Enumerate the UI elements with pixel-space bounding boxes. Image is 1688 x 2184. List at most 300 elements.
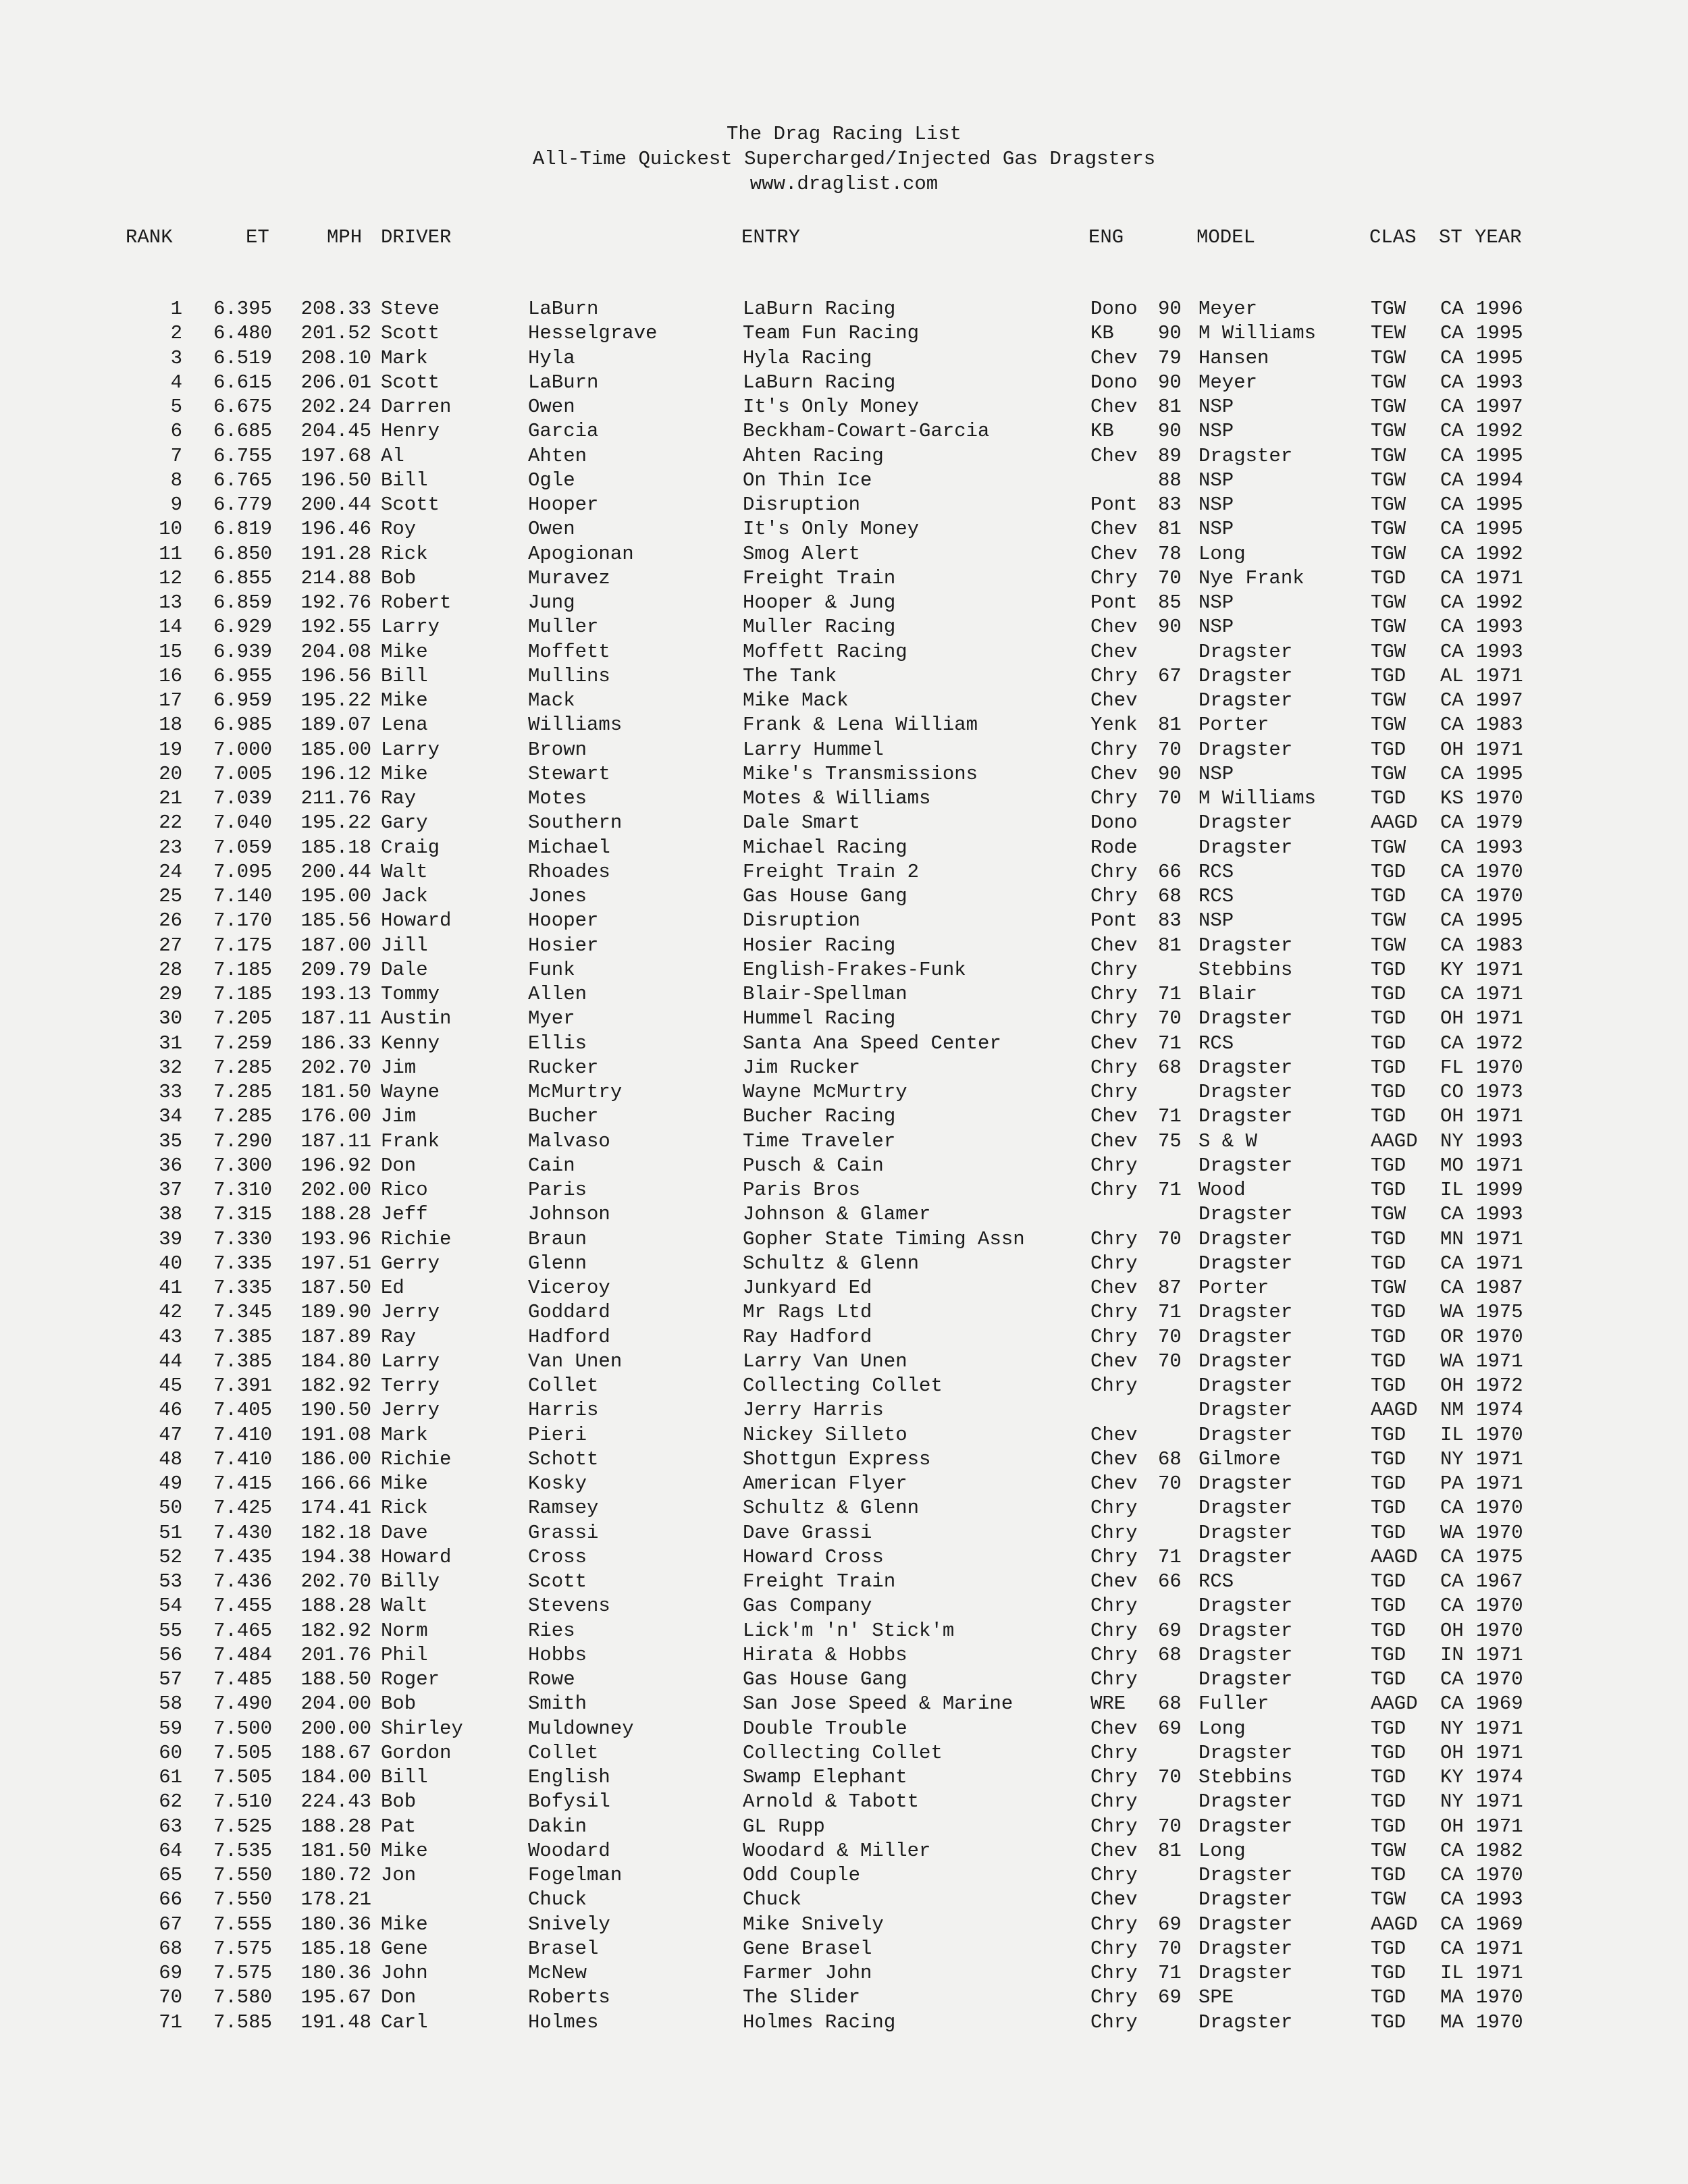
rank-cell: 19 — [159, 738, 182, 761]
model-cell: Dragster — [1198, 1815, 1293, 1838]
year-cell: 1987 — [1476, 1277, 1523, 1299]
rank-cell: 25 — [159, 885, 182, 907]
rank-cell: 10 — [159, 518, 182, 541]
et-cell: 6.480 — [213, 322, 272, 345]
driver-first-name: Bill — [381, 1766, 428, 1788]
entry-cell: Team Fun Racing — [743, 322, 920, 345]
rank-cell: 9 — [170, 494, 182, 516]
engine-cell: Chry — [1090, 885, 1138, 907]
table-row — [0, 1570, 1688, 1594]
driver-last-name: Grassi — [528, 1521, 599, 1544]
state-cell: CA — [1440, 469, 1464, 491]
model-cell: Dragster — [1198, 1913, 1293, 1936]
engine-cell: Chry — [1090, 1154, 1138, 1177]
entry-cell: Schultz & Glenn — [743, 1252, 920, 1275]
year-cell: 1992 — [1476, 420, 1523, 443]
mph-cell: 178.21 — [300, 1888, 371, 1911]
rank-cell: 49 — [159, 1472, 182, 1495]
engine-cell: Chev — [1090, 1105, 1138, 1128]
class-cell: TGW — [1371, 444, 1406, 467]
year-cell: 1993 — [1476, 1203, 1523, 1226]
et-cell: 7.555 — [213, 1913, 272, 1936]
mph-cell: 182.92 — [300, 1619, 371, 1642]
state-cell: IL — [1440, 1423, 1464, 1446]
class-cell: TGW — [1371, 640, 1406, 663]
year-cell: 1970 — [1476, 860, 1523, 883]
entry-cell: Nickey Silleto — [743, 1423, 907, 1446]
rank-cell: 52 — [159, 1545, 182, 1568]
model-cell: Dragster — [1198, 1497, 1293, 1520]
driver-first-name: Howard — [381, 1545, 452, 1568]
chassis-year-cell: 68 — [1158, 1693, 1182, 1715]
model-cell: Hansen — [1198, 346, 1269, 369]
rank-cell: 2 — [170, 322, 182, 345]
year-cell: 1971 — [1476, 566, 1523, 589]
mph-cell: 180.72 — [300, 1864, 371, 1886]
entry-cell: Hyla Racing — [743, 346, 872, 369]
et-cell: 6.850 — [213, 542, 272, 565]
driver-last-name: Smith — [528, 1693, 587, 1715]
year-cell: 1993 — [1476, 640, 1523, 663]
driver-last-name: Harris — [528, 1399, 599, 1422]
mph-cell: 202.70 — [300, 1056, 371, 1079]
chassis-year-cell: 90 — [1158, 762, 1182, 785]
model-cell: NSP — [1198, 909, 1234, 932]
rank-cell: 7 — [170, 444, 182, 467]
et-cell: 7.345 — [213, 1301, 272, 1324]
chassis-year-cell: 68 — [1158, 1643, 1182, 1666]
model-cell: Dragster — [1198, 1007, 1293, 1030]
year-cell: 1974 — [1476, 1399, 1523, 1422]
driver-last-name: English — [528, 1766, 610, 1788]
engine-cell: Chry — [1090, 1056, 1138, 1079]
header-driver: DRIVER — [381, 226, 452, 248]
engine-cell: Chev — [1090, 1277, 1138, 1299]
et-cell: 7.330 — [213, 1227, 272, 1250]
driver-first-name: Gerry — [381, 1252, 440, 1275]
rank-cell: 69 — [159, 1962, 182, 1984]
table-row — [0, 1300, 1688, 1325]
state-cell: OH — [1440, 1375, 1464, 1397]
year-cell: 1983 — [1476, 934, 1523, 957]
class-cell: TGD — [1371, 1375, 1406, 1397]
table-row — [0, 909, 1688, 933]
engine-cell: Dono — [1090, 298, 1138, 320]
mph-cell: 188.50 — [300, 1668, 371, 1690]
mph-cell: 188.28 — [300, 1815, 371, 1838]
rank-cell: 58 — [159, 1693, 182, 1715]
entry-cell: Frank & Lena William — [743, 714, 978, 737]
rank-cell: 29 — [159, 983, 182, 1005]
mph-cell: 196.92 — [300, 1154, 371, 1177]
chassis-year-cell: 70 — [1158, 566, 1182, 589]
entry-cell: Mr Rags Ltd — [743, 1301, 872, 1324]
engine-cell: Chry — [1090, 738, 1138, 761]
et-cell: 7.405 — [213, 1399, 272, 1422]
rank-cell: 39 — [159, 1227, 182, 1250]
rank-cell: 21 — [159, 787, 182, 809]
chassis-year-cell: 70 — [1158, 1350, 1182, 1373]
year-cell: 1970 — [1476, 1423, 1523, 1446]
engine-cell: Chev — [1090, 518, 1138, 541]
model-cell: Dragster — [1198, 2010, 1293, 2033]
driver-last-name: Goddard — [528, 1301, 610, 1324]
engine-cell: WRE — [1090, 1693, 1126, 1715]
year-cell: 1970 — [1476, 1864, 1523, 1886]
entry-cell: Disruption — [743, 909, 861, 932]
chassis-year-cell: 67 — [1158, 664, 1182, 687]
driver-first-name: Jon — [381, 1864, 417, 1886]
state-cell: CA — [1440, 1693, 1464, 1715]
et-cell: 7.430 — [213, 1521, 272, 1544]
et-cell: 7.185 — [213, 983, 272, 1005]
model-cell: Dragster — [1198, 1741, 1293, 1764]
class-cell: TGD — [1371, 2010, 1406, 2033]
mph-cell: 193.96 — [300, 1227, 371, 1250]
header-eng: ENG — [1088, 226, 1124, 248]
model-cell: NSP — [1198, 616, 1234, 639]
table-row — [0, 1937, 1688, 1961]
state-cell: NM — [1440, 1399, 1464, 1422]
year-cell: 1970 — [1476, 1619, 1523, 1642]
table-row — [0, 640, 1688, 664]
class-cell: TGD — [1371, 983, 1406, 1005]
et-cell: 7.525 — [213, 1815, 272, 1838]
engine-cell: Chry — [1090, 860, 1138, 883]
driver-first-name: Mike — [381, 1472, 428, 1495]
chassis-year-cell: 70 — [1158, 787, 1182, 809]
table-row — [0, 1839, 1688, 1863]
table-row — [0, 738, 1688, 762]
engine-cell: Chev — [1090, 1447, 1138, 1470]
mph-cell: 196.50 — [300, 469, 371, 491]
table-row — [0, 1007, 1688, 1031]
model-cell: Dragster — [1198, 1864, 1293, 1886]
class-cell: TGD — [1371, 885, 1406, 907]
driver-first-name: Mike — [381, 1913, 428, 1936]
year-cell: 1971 — [1476, 1447, 1523, 1470]
driver-first-name: Don — [381, 1986, 417, 2009]
mph-cell: 200.00 — [300, 1717, 371, 1740]
table-row — [0, 1863, 1688, 1888]
engine-cell: Chry — [1090, 1815, 1138, 1838]
chassis-year-cell: 81 — [1158, 934, 1182, 957]
driver-last-name: Hyla — [528, 346, 575, 369]
class-cell: TGD — [1371, 566, 1406, 589]
class-cell: TGD — [1371, 1325, 1406, 1348]
driver-last-name: Rhoades — [528, 860, 610, 883]
table-row — [0, 1472, 1688, 1496]
table-row — [0, 1104, 1688, 1129]
driver-first-name: Bill — [381, 664, 428, 687]
chassis-year-cell: 90 — [1158, 371, 1182, 394]
year-cell: 1971 — [1476, 958, 1523, 981]
model-cell: NSP — [1198, 494, 1234, 516]
class-cell: AAGD — [1371, 1545, 1418, 1568]
et-cell: 6.685 — [213, 420, 272, 443]
engine-cell: Chry — [1090, 1252, 1138, 1275]
year-cell: 1967 — [1476, 1570, 1523, 1593]
chassis-year-cell: 69 — [1158, 1619, 1182, 1642]
table-row — [0, 1374, 1688, 1398]
rank-cell: 12 — [159, 566, 182, 589]
state-cell: CA — [1440, 371, 1464, 394]
et-cell: 6.395 — [213, 298, 272, 320]
et-cell: 6.755 — [213, 444, 272, 467]
year-cell: 1971 — [1476, 738, 1523, 761]
et-cell: 7.205 — [213, 1007, 272, 1030]
year-cell: 1970 — [1476, 1521, 1523, 1544]
driver-first-name: Bill — [381, 469, 428, 491]
driver-first-name: Billy — [381, 1570, 440, 1593]
rank-cell: 30 — [159, 1007, 182, 1030]
rank-cell: 45 — [159, 1375, 182, 1397]
engine-cell: Chry — [1090, 1913, 1138, 1936]
chassis-year-cell: 89 — [1158, 444, 1182, 467]
rank-cell: 14 — [159, 616, 182, 639]
state-cell: CA — [1440, 885, 1464, 907]
engine-cell: Chry — [1090, 566, 1138, 589]
driver-first-name: Jim — [381, 1056, 417, 1079]
rank-cell: 62 — [159, 1790, 182, 1813]
model-cell: Fuller — [1198, 1693, 1269, 1715]
engine-cell: Chev — [1090, 1717, 1138, 1740]
year-cell: 1992 — [1476, 591, 1523, 614]
state-cell: CA — [1440, 396, 1464, 418]
class-cell: TGD — [1371, 1595, 1406, 1618]
et-cell: 7.575 — [213, 1937, 272, 1960]
model-cell: Dragster — [1198, 664, 1293, 687]
state-cell: CA — [1440, 689, 1464, 712]
et-cell: 7.410 — [213, 1447, 272, 1470]
mph-cell: 195.22 — [300, 689, 371, 712]
driver-first-name: Dave — [381, 1521, 428, 1544]
engine-cell: Chry — [1090, 2010, 1138, 2033]
chassis-year-cell: 69 — [1158, 1986, 1182, 2009]
driver-last-name: Braun — [528, 1227, 587, 1250]
header-mph: MPH — [327, 226, 363, 248]
driver-last-name: Brown — [528, 738, 587, 761]
driver-last-name: Chuck — [528, 1888, 587, 1911]
year-cell: 1993 — [1476, 1888, 1523, 1911]
year-cell: 1969 — [1476, 1693, 1523, 1715]
model-cell: Gilmore — [1198, 1447, 1281, 1470]
mph-cell: 208.33 — [300, 298, 371, 320]
table-row — [0, 1888, 1688, 1912]
state-cell: NY — [1440, 1447, 1464, 1470]
state-cell: CA — [1440, 494, 1464, 516]
entry-cell: Collecting Collet — [743, 1741, 943, 1764]
model-cell: Dragster — [1198, 1643, 1293, 1666]
class-cell: TGW — [1371, 836, 1406, 859]
driver-first-name: Scott — [381, 371, 440, 394]
driver-last-name: Cain — [528, 1154, 575, 1177]
table-row — [0, 321, 1688, 346]
mph-cell: 214.88 — [300, 566, 371, 589]
driver-first-name: Scott — [381, 494, 440, 516]
entry-cell: Schultz & Glenn — [743, 1497, 920, 1520]
state-cell: NY — [1440, 1129, 1464, 1152]
driver-last-name: Pieri — [528, 1423, 587, 1446]
driver-last-name: LaBurn — [528, 371, 599, 394]
model-cell: Long — [1198, 1839, 1246, 1862]
table-row — [0, 664, 1688, 689]
state-cell: CA — [1440, 909, 1464, 932]
engine-cell: Chev — [1090, 640, 1138, 663]
class-cell: TGD — [1371, 1668, 1406, 1690]
engine-cell: Chev — [1090, 1888, 1138, 1911]
driver-first-name: Jim — [381, 1105, 417, 1128]
year-cell: 1970 — [1476, 1595, 1523, 1618]
mph-cell: 182.18 — [300, 1521, 371, 1544]
driver-last-name: Collet — [528, 1375, 599, 1397]
et-cell: 7.285 — [213, 1105, 272, 1128]
class-cell: TGW — [1371, 909, 1406, 932]
rank-cell: 61 — [159, 1766, 182, 1788]
et-cell: 7.436 — [213, 1570, 272, 1593]
entry-cell: Hosier Racing — [743, 934, 896, 957]
year-cell: 1970 — [1476, 787, 1523, 809]
driver-first-name: Mike — [381, 762, 428, 785]
year-cell: 1971 — [1476, 1937, 1523, 1960]
driver-first-name: Richie — [381, 1227, 452, 1250]
class-cell: TGW — [1371, 396, 1406, 418]
et-cell: 6.929 — [213, 616, 272, 639]
chassis-year-cell: 70 — [1158, 1007, 1182, 1030]
model-cell: Dragster — [1198, 1790, 1293, 1813]
et-cell: 7.300 — [213, 1154, 272, 1177]
engine-cell: KB — [1090, 420, 1114, 443]
rank-cell: 17 — [159, 689, 182, 712]
driver-last-name: Johnson — [528, 1203, 610, 1226]
year-cell: 1999 — [1476, 1179, 1523, 1201]
table-row — [0, 371, 1688, 395]
chassis-year-cell: 70 — [1158, 1937, 1182, 1960]
entry-cell: Howard Cross — [743, 1545, 884, 1568]
et-cell: 6.985 — [213, 714, 272, 737]
driver-first-name: Gene — [381, 1937, 428, 1960]
driver-last-name: Stewart — [528, 762, 610, 785]
rank-cell: 18 — [159, 714, 182, 737]
table-row — [0, 1741, 1688, 1765]
et-cell: 7.505 — [213, 1766, 272, 1788]
mph-cell: 211.76 — [300, 787, 371, 809]
table-row — [0, 1913, 1688, 1937]
entry-cell: Dave Grassi — [743, 1521, 872, 1544]
year-cell: 1969 — [1476, 1913, 1523, 1936]
rank-cell: 64 — [159, 1839, 182, 1862]
engine-cell: Chev — [1090, 1423, 1138, 1446]
engine-cell: Chry — [1090, 1766, 1138, 1788]
class-cell: TGD — [1371, 1350, 1406, 1373]
year-cell: 1972 — [1476, 1032, 1523, 1055]
state-cell: MN — [1440, 1227, 1464, 1250]
et-cell: 7.510 — [213, 1790, 272, 1813]
entry-cell: It's Only Money — [743, 518, 920, 541]
model-cell: NSP — [1198, 420, 1234, 443]
rank-cell: 22 — [159, 811, 182, 834]
driver-first-name: Jack — [381, 885, 428, 907]
year-cell: 1979 — [1476, 811, 1523, 834]
year-cell: 1971 — [1476, 1643, 1523, 1666]
driver-last-name: Fogelman — [528, 1864, 623, 1886]
et-cell: 7.490 — [213, 1693, 272, 1715]
mph-cell: 208.10 — [300, 346, 371, 369]
entry-cell: Woodard & Miller — [743, 1839, 931, 1862]
rank-cell: 68 — [159, 1937, 182, 1960]
driver-first-name: Roy — [381, 518, 417, 541]
year-cell: 1995 — [1476, 346, 1523, 369]
et-cell: 6.615 — [213, 371, 272, 394]
state-cell: CA — [1440, 1888, 1464, 1911]
state-cell: CA — [1440, 1937, 1464, 1960]
table-row — [0, 1765, 1688, 1790]
class-cell: AAGD — [1371, 1913, 1418, 1936]
rank-cell: 11 — [159, 542, 182, 565]
model-cell: Dragster — [1198, 1962, 1293, 1984]
model-cell: Dragster — [1198, 1521, 1293, 1544]
state-cell: PA — [1440, 1472, 1464, 1495]
driver-first-name: Carl — [381, 2010, 428, 2033]
et-cell: 7.040 — [213, 811, 272, 834]
chassis-year-cell: 85 — [1158, 591, 1182, 614]
model-cell: Dragster — [1198, 1888, 1293, 1911]
state-cell: WA — [1440, 1350, 1464, 1373]
driver-last-name: Ries — [528, 1619, 575, 1642]
year-cell: 1995 — [1476, 494, 1523, 516]
entry-cell: Gene Brasel — [743, 1937, 872, 1960]
engine-cell: Chry — [1090, 1668, 1138, 1690]
model-cell: M Williams — [1198, 787, 1317, 809]
driver-last-name: Brasel — [528, 1937, 599, 1960]
year-cell: 1971 — [1476, 1350, 1523, 1373]
chassis-year-cell: 70 — [1158, 1325, 1182, 1348]
driver-last-name: Owen — [528, 518, 575, 541]
rank-cell: 34 — [159, 1105, 182, 1128]
table-row — [0, 542, 1688, 566]
engine-cell: Dono — [1090, 811, 1138, 834]
state-cell: OR — [1440, 1325, 1464, 1348]
class-cell: TGD — [1371, 1937, 1406, 1960]
driver-last-name: Woodard — [528, 1839, 610, 1862]
engine-cell: Chev — [1090, 689, 1138, 712]
table-row — [0, 982, 1688, 1007]
state-cell: KY — [1440, 958, 1464, 981]
class-cell: TGD — [1371, 738, 1406, 761]
rank-cell: 56 — [159, 1643, 182, 1666]
state-cell: CO — [1440, 1081, 1464, 1103]
model-cell: Dragster — [1198, 640, 1293, 663]
table-row — [0, 566, 1688, 591]
state-cell: OH — [1440, 738, 1464, 761]
table-row — [0, 1350, 1688, 1374]
header-model: MODEL — [1196, 226, 1256, 248]
entry-cell: Odd Couple — [743, 1864, 861, 1886]
state-cell: CA — [1440, 444, 1464, 467]
driver-last-name: Van Unen — [528, 1350, 623, 1373]
engine-cell: Chry — [1090, 1937, 1138, 1960]
entry-cell: Shottgun Express — [743, 1447, 931, 1470]
driver-first-name: Terry — [381, 1375, 440, 1397]
driver-first-name: Henry — [381, 420, 440, 443]
et-cell: 7.285 — [213, 1056, 272, 1079]
driver-last-name: Cross — [528, 1545, 587, 1568]
state-cell: CA — [1440, 1668, 1464, 1690]
class-cell: TGD — [1371, 1643, 1406, 1666]
class-cell: TGD — [1371, 1007, 1406, 1030]
mph-cell: 187.11 — [300, 1129, 371, 1152]
title-block — [0, 122, 1688, 196]
